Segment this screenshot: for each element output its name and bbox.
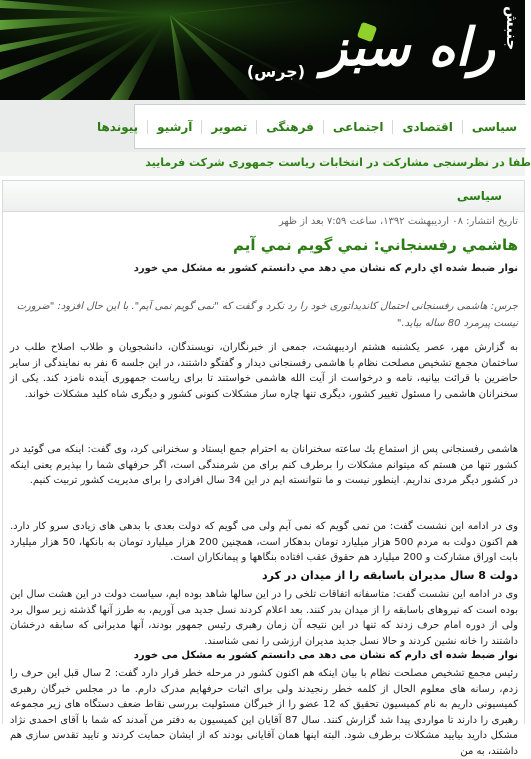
nav-tab-photo[interactable]: تصویر [201,120,256,134]
article-subheading: نوار ضبط شده ای دارم که نشان می دهد می دانستم کشور به مشکل می خورد [133,650,518,661]
article-subheading: دولت 8 سال مدیران باسابقه را از میدان در کرد [262,569,518,582]
main-nav [96,104,526,149]
article-title[interactable]: هاشمي رفسنجاني: نمي گويم نمي آيم [232,236,518,254]
nav-tab-economy[interactable]: اقتصادی [392,120,461,134]
site-header [0,0,525,100]
article-paragraph: هاشمی رفسنجانی پس از استماع یك ساعته سخنرانان به احترام جمع ایستاد و سخنرانی کرد، وی گفت: اینکه می گوئید در کشور تنها من هستم که میتوانم مشکلات را برطرف کنم برای من شرمندگی است، اگر حرفهای شما را بپذیرم یعنی اینکه در کشور دیگر مردی نداریم. اینطور نیست و ما نتوانسته ایم در این 34 سال افرادی را برای مدیریت کشور تربیت کنیم. [10,444,518,486]
article-paragraph: به گزارش مهر، عصر یکشنبه هشتم اردیبهشت، جمعی از خبرنگاران، نویسندگان، دانشجویان و طلاب اصلاح طلب در ساختمان مجمع تشخیص مصلحت نظام با هاشمی رفسنجانی دیدار و گفتگو داشتند، در این جلسه 6 نفر به نمایندگی از سایر حاضرین با قرائت بیانیه، نامه و درخواست از آیت الله هاشمی خواستند تا برای ریاست جمهوری آینده نامزد کند. یکی از سخنرانان هاشمی را مسئول تغییر کشور، دیگری تنها چاره ساز مشکلات کنونی کشور و دیگری شاه کلید مشکلات خواند. [10,342,518,400]
nav-tab-archive[interactable]: آرشیو [147,120,201,134]
article-subtitle: نوار ضبط شده اي دارم كه نشان مي دهد مي دانستم كشور به مشكل مي خورد [133,263,518,274]
article-section [2,180,525,757]
section-title[interactable]: سیاسی [456,189,502,203]
article-paragraph: وی در ادامه این نشست گفت: من نمی گویم که نمی آیم ولی می گویم که دولت بعدی با بدهی های زیادی سرو کار دارد. هم اکنون دولت به مردم 500 هزار میلیارد تومان بدهکار است، همچنین 200 هزار میلیارد تومان به بانکها، 50 هزار میلیارد بابت اوراق مشارکت و 200 میلیارد هم حقوق عقب افتاده بنگاهها و پیمانکاران است. [10,521,518,563]
nav-tab-links[interactable]: پیوندها [96,119,139,134]
article-lead: جرس: هاشمی رفسنجانی احتمال کاندیداتوری خود را رد نکرد و گفت که "نمی گویم نمی آیم". با این حال افزود: "ضرورت نیست پیرمرد 80 ساله بیاید." [16,301,518,329]
nav-tab-social[interactable]: اجتماعی [323,120,393,134]
site-logo-text[interactable]: راه سبز [322,17,495,78]
article-paragraph: وی در ادامه این نشست گفت: متاسفانه اتفاقات تلخی را در این سالها شاهد بوده ایم، سیاست دولت در این هشت سال این بوده است که نیروهای باسابقه را از میدان بدر کنند. بعد اعلام کردند نسل جدید می آوریم، به طرز آنها گذشته زیر سوال برد ولی از دوره امام حرف زدند که تنها در این نتیجه آن زمان رهبری رئیس جمهور بودند، آنها مدیرانی که سابقه درخشان داشتند را خانه نشین کردند و حالا نسل جدید مدیران ارزشی را نمی شناسند. [10,589,518,647]
site-logo-prefix: جنبش [503,6,521,51]
ticker-link[interactable]: طفا در نظرسنجی مشارکت در انتخابات ریاست جمهوری شرکت فرمایید [145,156,531,169]
site-logo-subtitle: (جرس) [246,62,305,81]
section-header [3,181,524,212]
nav-tab-culture[interactable]: فرهنگی [256,120,323,134]
news-ticker [0,152,531,176]
article-date: تاریخ انتشار: ۰۸ اردیبهشت ۱۳۹۲، ساعت ۷:۵۹ بعد از ظهر [278,216,518,227]
article-paragraph: رئیس مجمع تشخیص مصلحت نظام با بیان اینکه هم اکنون کشور در مرحله خطر قرار دارد گفت: 2 سال قبل این حرف را زدم، رسانه های معلوم الحال از کلمه خطر رنجیدند ولی برای اثبات حرفهایم مدرک دارم. ما در مجلس خبرگان رهبری کمیسیونی داریم به نام کمیسیون تحقیق که 12 عضو را از خبرگان مسئولیت بررسی نقاط ضعف دستگاه های زیر مجموعه رهبری را دارند تا مواردی پیدا شد گزارش کنند. سال 87 آقایان این کمیسیون به دفتر من آمدند که شما با آقای احمدی نژاد مشکل دارید بیایید مشکلات برطرف شود. البته اینها همان آقایانی بودند که از ایشان حمایت کردند و تایید تقدس سازی هم داشتند، به من [10,668,519,757]
nav-tab-politics[interactable]: سیاسی [462,120,526,134]
